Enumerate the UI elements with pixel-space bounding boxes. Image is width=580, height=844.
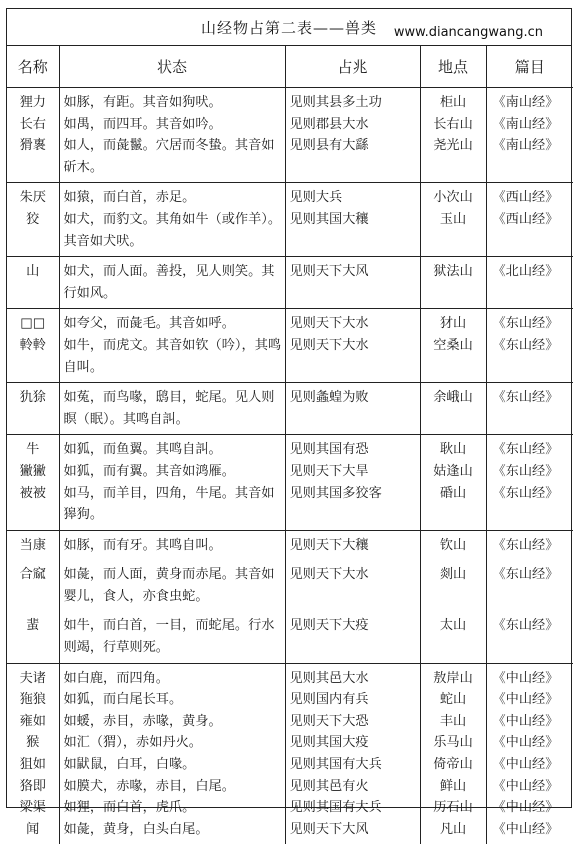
cell-omen: 见则天下大疫 (285, 611, 420, 663)
table-row (7, 819, 573, 844)
table-row (7, 88, 573, 114)
watermark: www.diancangwang.cn (392, 25, 545, 40)
cell-state: 如马，而羊目，四角，牛尾。其音如獆狗。 (59, 483, 285, 531)
cell-chapter: 《中山经》 (486, 689, 573, 711)
table-row (7, 114, 573, 136)
cell-omen: 见则郡县大水 (285, 114, 420, 136)
table-row (7, 776, 573, 798)
cell-place: 倚帝山 (420, 754, 486, 776)
cell-place: 丰山 (420, 711, 486, 733)
cell-state: 如狐，而有翼。其音如鸿雁。 (59, 461, 285, 483)
cell-omen: 见则其国多狡客 (285, 483, 420, 531)
table-row (7, 560, 573, 611)
cell-omen: 见则天下大水 (285, 560, 420, 611)
cell-state: 如鼣鼠，白耳，白喙。 (59, 754, 285, 776)
cell-state: 如人，而彘鬣。穴居而冬蛰。其音如斫木。 (59, 135, 285, 183)
cell-chapter: 《东山经》 (486, 335, 573, 383)
cell-chapter: 《中山经》 (486, 776, 573, 798)
cell-omen: 见则其国有大兵 (285, 754, 420, 776)
cell-place: 乐马山 (420, 732, 486, 754)
cell-name: 蜚 (7, 611, 59, 663)
cell-place: 历石山 (420, 797, 486, 819)
cell-name: 雍如 (7, 711, 59, 733)
header-name: 名称 (7, 45, 59, 88)
cell-name: 猴 (7, 732, 59, 754)
cell-state: 如彘，而人面，黄身而赤尾。其音如婴儿，食人，亦食虫蛇。 (59, 560, 285, 611)
cell-chapter: 《东山经》 (486, 461, 573, 483)
header-state: 状态 (59, 45, 285, 88)
cell-place: 长右山 (420, 114, 486, 136)
cell-chapter: 《东山经》 (486, 530, 573, 560)
cell-state: 如豚，有距。其音如狗吠。 (59, 88, 285, 114)
cell-name: 狏狼 (7, 689, 59, 711)
cell-place: 耿山 (420, 435, 486, 461)
table-row (7, 383, 573, 435)
cell-state: 如猿，而白首，赤足。 (59, 183, 285, 209)
cell-place: 剡山 (420, 560, 486, 611)
cell-name: 被被 (7, 483, 59, 531)
data-table (7, 45, 573, 844)
cell-state: 如彘，黄身，白头白尾。 (59, 819, 285, 844)
cell-place: 狱法山 (420, 257, 486, 309)
cell-chapter: 《中山经》 (486, 663, 573, 689)
cell-name: □□ (7, 309, 59, 335)
cell-state: 如狐，而鱼翼。其鸣自訆。 (59, 435, 285, 461)
cell-place: 余峨山 (420, 383, 486, 435)
cell-place: 太山 (420, 611, 486, 663)
table-row (7, 309, 573, 335)
cell-chapter: 《东山经》 (486, 611, 573, 663)
table-row (7, 135, 573, 183)
cell-name: 猾褢 (7, 135, 59, 183)
table-row (7, 435, 573, 461)
cell-name: 獙獙 (7, 461, 59, 483)
cell-omen: 见则其国大疫 (285, 732, 420, 754)
cell-name: 当康 (7, 530, 59, 560)
cell-omen: 见则天下大风 (285, 257, 420, 309)
cell-name: 狙如 (7, 754, 59, 776)
cell-state: 如豚，而有牙。其鸣自叫。 (59, 530, 285, 560)
header-row (7, 45, 573, 88)
cell-omen: 见则其国大穰 (285, 209, 420, 257)
cell-name: 梁渠 (7, 797, 59, 819)
cell-state: 如菟，而鸟喙，鸱目，蛇尾。见人则瞑（眠）。其鸣自訆。 (59, 383, 285, 435)
table-row (7, 663, 573, 689)
cell-place: 柜山 (420, 88, 486, 114)
table-frame (6, 8, 572, 808)
cell-chapter: 《中山经》 (486, 754, 573, 776)
cell-omen: 见则国内有兵 (285, 689, 420, 711)
cell-place: 蛇山 (420, 689, 486, 711)
cell-chapter: 《南山经》 (486, 135, 573, 183)
cell-state: 如禺，而四耳。其音如吟。 (59, 114, 285, 136)
cell-omen: 见则其国有大兵 (285, 797, 420, 819)
cell-chapter: 《西山经》 (486, 183, 573, 209)
cell-place: 空桑山 (420, 335, 486, 383)
header-place: 地点 (420, 45, 486, 88)
cell-place: 尧光山 (420, 135, 486, 183)
cell-name: 狡 (7, 209, 59, 257)
table-row (7, 483, 573, 531)
cell-name: 軨軨 (7, 335, 59, 383)
cell-omen: 见则天下大恐 (285, 711, 420, 733)
table-row (7, 530, 573, 560)
cell-omen: 见则螽蝗为败 (285, 383, 420, 435)
cell-chapter: 《南山经》 (486, 88, 573, 114)
cell-place: 玉山 (420, 209, 486, 257)
cell-place: 敖岸山 (420, 663, 486, 689)
cell-chapter: 《中山经》 (486, 819, 573, 844)
cell-state: 如狸，而白首，虎爪。 (59, 797, 285, 819)
cell-chapter: 《东山经》 (486, 383, 573, 435)
cell-chapter: 《西山经》 (486, 209, 573, 257)
cell-name: 朱厌 (7, 183, 59, 209)
table-row (7, 689, 573, 711)
cell-name: 山 (7, 257, 59, 309)
cell-omen: 见则天下大旱 (285, 461, 420, 483)
cell-place: 小次山 (420, 183, 486, 209)
cell-chapter: 《中山经》 (486, 711, 573, 733)
cell-name: 长右 (7, 114, 59, 136)
table-row (7, 257, 573, 309)
cell-omen: 见则天下大水 (285, 309, 420, 335)
cell-omen: 见则县有大繇 (285, 135, 420, 183)
cell-omen: 见则天下大水 (285, 335, 420, 383)
cell-omen: 见则其县多土功 (285, 88, 420, 114)
cell-chapter: 《南山经》 (486, 114, 573, 136)
cell-omen: 见则大兵 (285, 183, 420, 209)
cell-chapter: 《中山经》 (486, 732, 573, 754)
cell-omen: 见则其邑有火 (285, 776, 420, 798)
header-chapter: 篇目 (486, 45, 573, 88)
cell-name: 合窳 (7, 560, 59, 611)
cell-omen: 见则其国有恐 (285, 435, 420, 461)
cell-place: 犲山 (420, 309, 486, 335)
title-row (7, 9, 571, 46)
header-omen: 占兆 (285, 45, 420, 88)
cell-place: 钦山 (420, 530, 486, 560)
cell-place: 凡山 (420, 819, 486, 844)
cell-state: 如白鹿，而四角。 (59, 663, 285, 689)
cell-name: 闻 (7, 819, 59, 844)
cell-name: 牛 (7, 435, 59, 461)
table-row (7, 797, 573, 819)
cell-state: 如汇（猬），赤如丹火。 (59, 732, 285, 754)
cell-place: 鲜山 (420, 776, 486, 798)
table-row (7, 754, 573, 776)
cell-chapter: 《北山经》 (486, 257, 573, 309)
cell-omen: 见则天下大风 (285, 819, 420, 844)
table-row (7, 711, 573, 733)
cell-name: 犰狳 (7, 383, 59, 435)
page-title: 山经物占第二表——兽类 (7, 17, 571, 38)
cell-state: 如牛，而白首，一目，而蛇尾。行水则竭，行草则死。 (59, 611, 285, 663)
cell-place: 姑逢山 (420, 461, 486, 483)
cell-chapter: 《东山经》 (486, 483, 573, 531)
cell-state: 如膜犬，赤喙，赤目，白尾。 (59, 776, 285, 798)
table-row (7, 732, 573, 754)
cell-chapter: 《中山经》 (486, 797, 573, 819)
cell-state: 如蝯，赤目，赤喙，黄身。 (59, 711, 285, 733)
table-row (7, 461, 573, 483)
cell-state: 如夸父，而彘毛。其音如呼。 (59, 309, 285, 335)
cell-name: 狸力 (7, 88, 59, 114)
table-row (7, 183, 573, 209)
cell-chapter: 《东山经》 (486, 309, 573, 335)
cell-state: 如狐，而白尾长耳。 (59, 689, 285, 711)
cell-state: 如犬，而人面。善投，见人则笑。其行如风。 (59, 257, 285, 309)
cell-state: 如犬，而豹文。其角如牛（或作羊）。其音如犬吠。 (59, 209, 285, 257)
table-row (7, 611, 573, 663)
cell-place: 碈山 (420, 483, 486, 531)
cell-chapter: 《东山经》 (486, 435, 573, 461)
table-body (7, 88, 573, 844)
cell-omen: 见则天下大穰 (285, 530, 420, 560)
cell-omen: 见则其邑大水 (285, 663, 420, 689)
table-row (7, 209, 573, 257)
cell-name: 夫诸 (7, 663, 59, 689)
cell-state: 如牛，而虎文。其音如钦（吟），其鸣自叫。 (59, 335, 285, 383)
table-row (7, 335, 573, 383)
cell-name: 狢即 (7, 776, 59, 798)
cell-chapter: 《东山经》 (486, 560, 573, 611)
